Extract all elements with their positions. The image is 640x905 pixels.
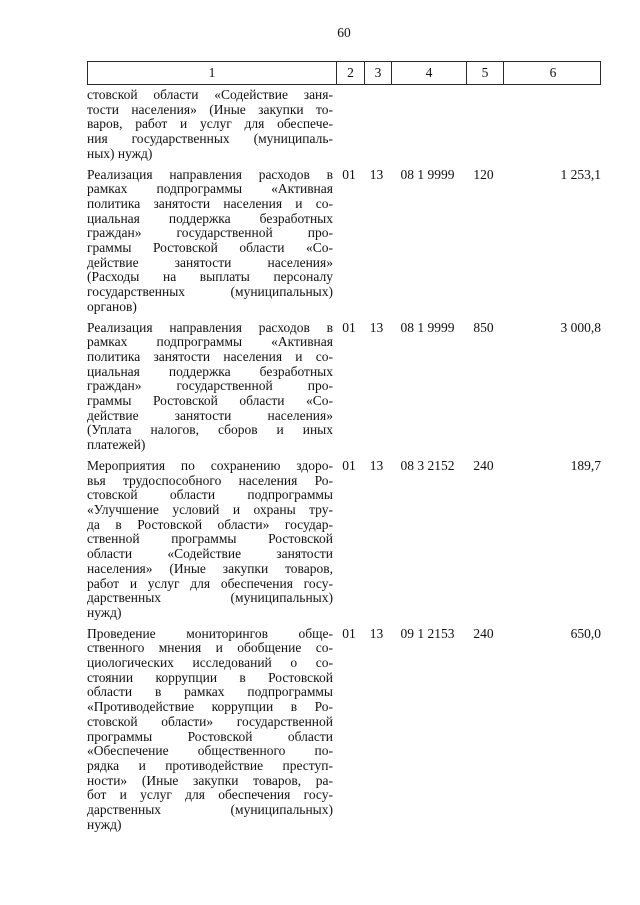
expense-name-cell: Реализация направления расходов в рамках подпрограммы «Активная политика занятости населения и со- циальная поддержка безработных граждан» государственной про- граммы Ростовской области «Со- действие занятости населения» (Уплата налогов, сборов и иных платежей)	[87, 319, 333, 453]
col3-code-cell: 13	[369, 319, 384, 335]
expense-name-cell: Проведение мониторингов обще- ственного мнения и обобщение со- циологических исследований о со- стоянии коррупции в Ростовской области в рамках подпрограммы «Противодействие коррупции в Ро- стовской области» государственной программы Ростовской области «Обеспечение общественного по- рядка и противодействие преступ- ности» (Иные закупки товаров, ра- бот и услуг для обеспечения госу- дарственных (муниципальных) нужд)	[87, 625, 333, 832]
col3-code-cell	[363, 88, 390, 162]
page-number: 60	[337, 25, 351, 40]
amount-cell: 1 253,1	[560, 166, 601, 182]
header-cell-5: 5	[466, 62, 503, 84]
header-cell-6: 6	[503, 62, 602, 84]
table-row	[87, 627, 601, 833]
table-header-row	[87, 61, 601, 85]
col3-code-cell: 13	[369, 166, 384, 182]
table-row	[87, 459, 601, 621]
col3-code-cell: 13	[369, 457, 384, 473]
header-cell-3: 3	[364, 62, 391, 84]
col2-code-cell: 01	[342, 625, 356, 641]
col4-code-cell: 08 1 9999	[400, 319, 455, 335]
col5-code-cell: 850	[473, 319, 494, 335]
col2-code-cell: 01	[342, 166, 356, 182]
expense-name-cell: Мероприятия по сохранению здоро- вья трудоспособного населения Ро- стовской области подпрограммы «Улучшение условий и охраны тру- да в Ростовской области» государ- ственной программы Ростовской области «Содействие занятости населения» (Иные закупки товаров, работ и услуг для обеспечения госу- дарственных (муниципальных) нужд)	[87, 457, 333, 620]
table-row	[87, 321, 601, 453]
col5-code-cell: 240	[473, 457, 494, 473]
col4-code-cell	[390, 88, 465, 162]
table-body	[87, 88, 601, 832]
header-cell-4: 4	[391, 62, 466, 84]
amount-cell: 3 000,8	[560, 319, 601, 335]
col2-code-cell	[335, 88, 363, 162]
amount-cell	[502, 88, 601, 162]
col4-code-cell: 08 1 9999	[400, 166, 455, 182]
col5-code-cell	[465, 88, 502, 162]
amount-cell: 650,0	[570, 625, 601, 641]
col2-code-cell: 01	[342, 319, 356, 335]
col3-code-cell: 13	[369, 625, 384, 641]
table-row	[87, 168, 601, 315]
header-cell-1: 1	[208, 64, 216, 80]
expense-name-cell: Реализация направления расходов в рамках подпрограммы «Активная политика занятости населения и со- циальная поддержка безработных граждан» государственной про- граммы Ростовской области «Со- действие занятости населения» (Расходы на выплаты персоналу государственных (муниципальных) органов)	[87, 166, 333, 314]
col5-code-cell: 120	[473, 166, 494, 182]
col4-code-cell: 09 1 2153	[400, 625, 455, 641]
table-row	[87, 88, 601, 162]
col2-code-cell: 01	[342, 457, 356, 473]
header-cell-2: 2	[336, 62, 364, 84]
col5-code-cell: 240	[473, 625, 494, 641]
col4-code-cell: 08 3 2152	[400, 457, 455, 473]
amount-cell: 189,7	[570, 457, 601, 473]
expense-name-cell: стовской области «Содействие заня- тости населения» (Иные закупки то- варов, работ и услуг для обеспече- ния государственных (муниципаль- ных) нужд)	[87, 87, 333, 161]
budget-table	[87, 61, 601, 832]
